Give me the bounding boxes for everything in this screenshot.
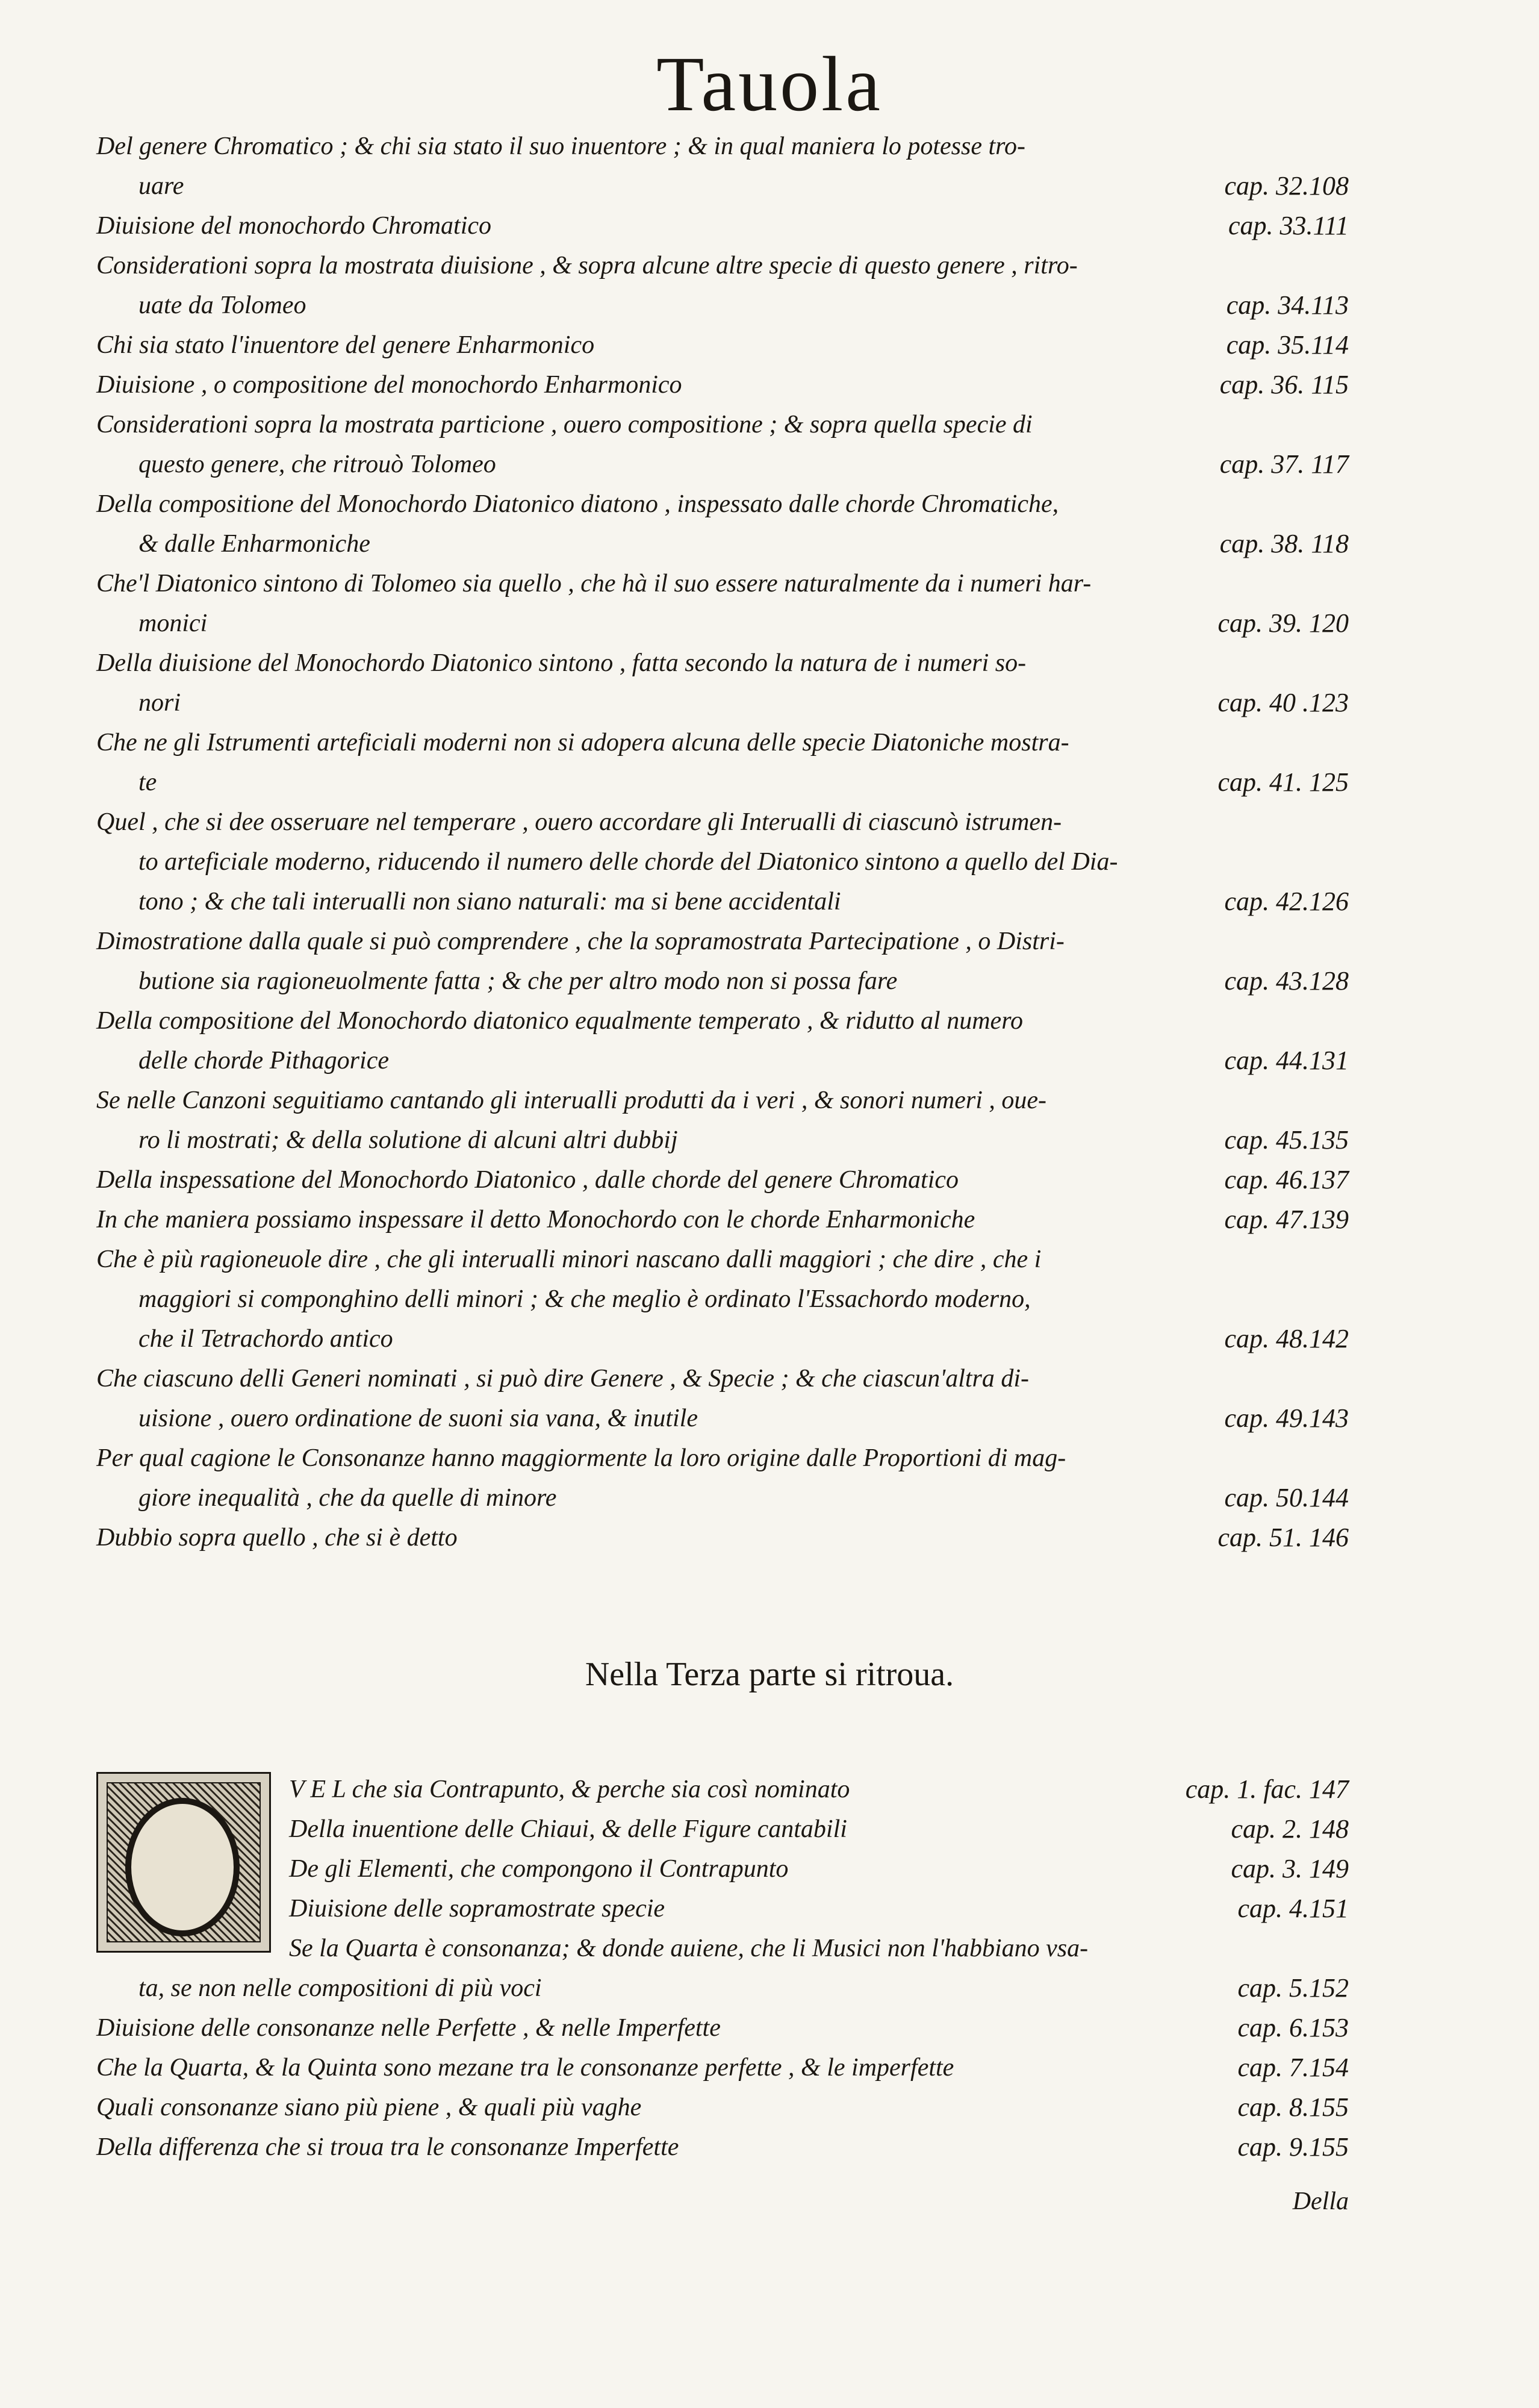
- toc-entry-chapter-ref: cap. 37. 117: [1219, 449, 1349, 479]
- toc-entry-line: [96, 206, 1349, 246]
- toc-entry-line: [96, 802, 1349, 842]
- toc-entry-line: [96, 1319, 1349, 1359]
- toc-entry-text: Dubbio sopra quello , che si è detto: [96, 1524, 458, 1552]
- toc-entry-text: te: [138, 769, 157, 796]
- toc-entry-line: [96, 1399, 1349, 1438]
- toc-entry-text: monici: [138, 610, 208, 637]
- toc-entry-text: Del genere Chromatico ; & chi sia stato il suo inuentore ; & in qual maniera lo potesse tro-: [96, 133, 1025, 160]
- toc-entry-chapter-ref: cap. 5.152: [1237, 1973, 1349, 2003]
- toc-entry-line: [96, 2008, 1349, 2048]
- toc-entry-line: [96, 246, 1349, 285]
- toc-entry-text: butione sia ragioneuolmente fatta ; & che per altro modo non si possa fare: [138, 967, 898, 995]
- toc-entry-text: Che è più ragioneuole dire , che gli interualli minori nascano dalli maggiori ; che dire , che i: [96, 1246, 1042, 1273]
- toc-entry-text: Della inuentione delle Chiaui, & delle Figure cantabili: [289, 1815, 847, 1843]
- toc-entry-chapter-ref: cap. 44.131: [1224, 1046, 1349, 1075]
- toc-entry-text: che il Tetrachordo antico: [138, 1325, 393, 1353]
- toc-entry-chapter-ref: cap. 51. 146: [1217, 1523, 1349, 1552]
- toc-entry-chapter-ref: cap. 43.128: [1224, 966, 1349, 996]
- toc-entry-line: [96, 1279, 1349, 1319]
- toc-entry-text: ta, se non nelle compositioni di più voci: [138, 1974, 542, 2002]
- toc-entry-chapter-ref: cap. 34.113: [1226, 290, 1349, 320]
- toc-entry-line: [96, 1438, 1349, 1478]
- toc-entry-text: uare: [138, 172, 184, 200]
- toc-entry-text: In che maniera possiamo inspessare il detto Monochordo con le chorde Enharmoniche: [96, 1206, 975, 1234]
- toc-entry-text: Diuisione delle sopramostrate specie: [289, 1895, 665, 1923]
- toc-entry-line: [96, 484, 1349, 524]
- toc-entry-line: [96, 1200, 1349, 1240]
- toc-entry-line: [96, 1041, 1349, 1081]
- toc-entry-text: uisione , ouero ordinatione de suoni sia vana, & inutile: [138, 1405, 698, 1432]
- toc-entry-line: [96, 444, 1349, 484]
- toc-entry-line: [96, 325, 1349, 365]
- toc-entry-text: Della inspessatione del Monochordo Diatonico , dalle chorde del genere Chromatico: [96, 1166, 959, 1194]
- toc-entry-line: [96, 1160, 1349, 1200]
- toc-entry-text: Diuisione delle consonanze nelle Perfette , & nelle Imperfette: [96, 2014, 721, 2042]
- toc-entry-line: [96, 961, 1349, 1001]
- toc-entry-line: [96, 2088, 1349, 2127]
- toc-entry-line: [96, 604, 1349, 643]
- toc-entry-chapter-ref: cap. 39. 120: [1217, 608, 1349, 638]
- toc-entry-line: [96, 1240, 1349, 1279]
- toc-entry-line: [96, 1001, 1349, 1041]
- toc-entry-line: [96, 1478, 1349, 1518]
- toc-entry-line: [96, 922, 1349, 961]
- toc-entry-text: to arteficiale moderno, riducendo il numero delle chorde del Diatonico sintono a quello del Dia-: [138, 848, 1118, 876]
- toc-entry-text: uate da Tolomeo: [138, 292, 306, 319]
- page-title: Tauola: [656, 41, 883, 128]
- toc-entry-chapter-ref: cap. 45.135: [1224, 1125, 1349, 1155]
- toc-entry-text: Per qual cagione le Consonanze hanno maggiormente la loro origine dalle Proportioni di mag-: [96, 1444, 1066, 1472]
- toc-entry-line: [96, 166, 1349, 206]
- toc-entry-chapter-ref: cap. 4.151: [1237, 1894, 1349, 1923]
- toc-entry-chapter-ref: cap. 7.154: [1237, 2053, 1349, 2082]
- toc-entry-text: Della differenza che si troua tra le consonanze Imperfette: [96, 2133, 679, 2161]
- toc-entry-chapter-ref: cap. 40 .123: [1217, 688, 1349, 717]
- toc-entry-chapter-ref: cap. 38. 118: [1219, 529, 1349, 558]
- toc-entry-chapter-ref: cap. 1. fac. 147: [1185, 1774, 1349, 1804]
- toc-entry-line: [96, 683, 1349, 723]
- toc-entry-line: [96, 1809, 1349, 1849]
- toc-entry-chapter-ref: cap. 32.108: [1224, 171, 1349, 201]
- toc-entry-line: [96, 365, 1349, 405]
- toc-entry-text: Diuisione del monochordo Chromatico: [96, 212, 492, 240]
- toc-entry-chapter-ref: cap. 41. 125: [1217, 767, 1349, 797]
- toc-entry-line: [96, 405, 1349, 444]
- toc-entry-line: [96, 126, 1349, 166]
- toc-entry-line: [96, 2048, 1349, 2088]
- toc-entry-line: [96, 723, 1349, 763]
- toc-entry-text: V E L che sia Contrapunto, & perche sia così nominato: [289, 1776, 850, 1803]
- toc-entry-text: delle chorde Pithagorice: [138, 1047, 389, 1075]
- toc-entry-line: [96, 285, 1349, 325]
- toc-entry-text: ro li mostrati; & della solutione di alcuni altri dubbij: [138, 1126, 678, 1154]
- toc-entry-chapter-ref: cap. 50.144: [1224, 1483, 1349, 1512]
- toc-entry-line: [96, 1849, 1349, 1889]
- toc-entry-line: [96, 1968, 1349, 2008]
- toc-entry-line: [96, 643, 1349, 683]
- toc-entry-line: [96, 1889, 1349, 1929]
- toc-entry-chapter-ref: cap. 42.126: [1224, 887, 1349, 916]
- toc-entry-chapter-ref: cap. 35.114: [1226, 330, 1349, 360]
- toc-entry-text: Della compositione del Monochordo Diatonico diatono , inspessato dalle chorde Chromatiche,: [96, 490, 1059, 518]
- table-of-contents-part-three: [96, 1770, 1349, 2167]
- toc-entry-line: [96, 882, 1349, 922]
- toc-entry-text: Che ne gli Istrumenti arteficiali moderni non si adopera alcuna delle specie Diatoniche mostra-: [96, 729, 1069, 756]
- toc-entry-chapter-ref: cap. 9.155: [1237, 2132, 1349, 2162]
- toc-entry-text: Considerationi sopra la mostrata particione , ouero compositione ; & sopra quella specie di: [96, 411, 1033, 438]
- toc-entry-text: Se nelle Canzoni seguitiamo cantando gli interualli produtti da i veri , & sonori numeri , oue-: [96, 1087, 1046, 1114]
- toc-entry-text: giore inequalità , che da quelle di minore: [138, 1484, 557, 1512]
- toc-entry-chapter-ref: cap. 36. 115: [1219, 370, 1349, 399]
- toc-entry-chapter-ref: cap. 48.142: [1224, 1324, 1349, 1353]
- toc-entry-text: Considerationi sopra la mostrata diuisione , & sopra alcune altre specie di questo genere , ritro-: [96, 252, 1078, 279]
- toc-entry-text: Quali consonanze siano più piene , & quali più vaghe: [96, 2094, 642, 2121]
- toc-entry-chapter-ref: cap. 33.111: [1228, 211, 1349, 240]
- toc-entry-line: [96, 1929, 1349, 1968]
- toc-entry-text: maggiori si componghino delli minori ; & che meglio è ordinato l'Essachordo moderno,: [138, 1285, 1031, 1313]
- toc-entry-text: Diuisione , o compositione del monochordo Enharmonico: [96, 371, 682, 399]
- toc-entry-text: tono ; & che tali interualli non siano naturali: ma si bene accidentali: [138, 888, 841, 915]
- toc-entry-text: Dimostratione dalla quale si può comprendere , che la sopramostrata Partecipatione , o Distri-: [96, 928, 1065, 955]
- toc-entry-line: [96, 1081, 1349, 1120]
- toc-entry-text: Che la Quarta, & la Quinta sono mezane tra le consonanze perfette , & le imperfette: [96, 2054, 954, 2082]
- toc-entry-text: Che'l Diatonico sintono di Tolomeo sia quello , che hà il suo essere naturalmente da i numeri har-: [96, 570, 1092, 597]
- toc-entry-text: Che ciascuno delli Generi nominati , si può dire Genere , & Specie ; & che ciascun'altra di-: [96, 1365, 1030, 1393]
- toc-entry-line: [96, 763, 1349, 802]
- toc-entry-line: [96, 2127, 1349, 2167]
- toc-entry-line: [96, 524, 1349, 564]
- toc-entry-line: [96, 1518, 1349, 1558]
- toc-entry-line: [96, 842, 1349, 882]
- toc-entry-line: [96, 1770, 1349, 1809]
- table-of-contents-part-two: [96, 126, 1349, 1558]
- toc-entry-text: Quel , che si dee osseruare nel temperare , ouero accordare gli Interualli di ciascunò istrumen-: [96, 808, 1062, 836]
- toc-entry-line: [96, 564, 1349, 604]
- toc-entry-text: nori: [138, 689, 181, 717]
- toc-entry-text: questo genere, che ritrouò Tolomeo: [138, 451, 496, 478]
- toc-entry-chapter-ref: cap. 47.139: [1224, 1205, 1349, 1234]
- section-heading: Nella Terza parte si ritroua.: [585, 1656, 954, 1693]
- toc-entry-chapter-ref: cap. 2. 148: [1231, 1814, 1349, 1844]
- toc-entry-text: Se la Quarta è consonanza; & donde auiene, che li Musici non l'habbiano vsa-: [289, 1935, 1089, 1962]
- toc-entry-text: Chi sia stato l'inuentore del genere Enharmonico: [96, 331, 595, 359]
- toc-entry-text: Della diuisione del Monochordo Diatonico sintono , fatta secondo la natura de i numeri so-: [96, 649, 1027, 677]
- toc-entry-chapter-ref: cap. 49.143: [1224, 1403, 1349, 1433]
- toc-entry-chapter-ref: cap. 46.137: [1224, 1165, 1349, 1194]
- toc-entry-text: & dalle Enharmoniche: [138, 530, 370, 558]
- toc-entry-chapter-ref: cap. 3. 149: [1231, 1854, 1349, 1883]
- toc-entry-text: De gli Elementi, che compongono il Contrapunto: [289, 1855, 789, 1883]
- toc-entry-line: [96, 1120, 1349, 1160]
- toc-entry-chapter-ref: cap. 6.153: [1237, 2013, 1349, 2042]
- toc-entry-line: [96, 1359, 1349, 1399]
- toc-entry-text: Della compositione del Monochordo diatonico equalmente temperato , & ridutto al numero: [96, 1007, 1023, 1035]
- toc-entry-chapter-ref: cap. 8.155: [1237, 2092, 1349, 2122]
- catchword: Della: [1292, 2188, 1349, 2215]
